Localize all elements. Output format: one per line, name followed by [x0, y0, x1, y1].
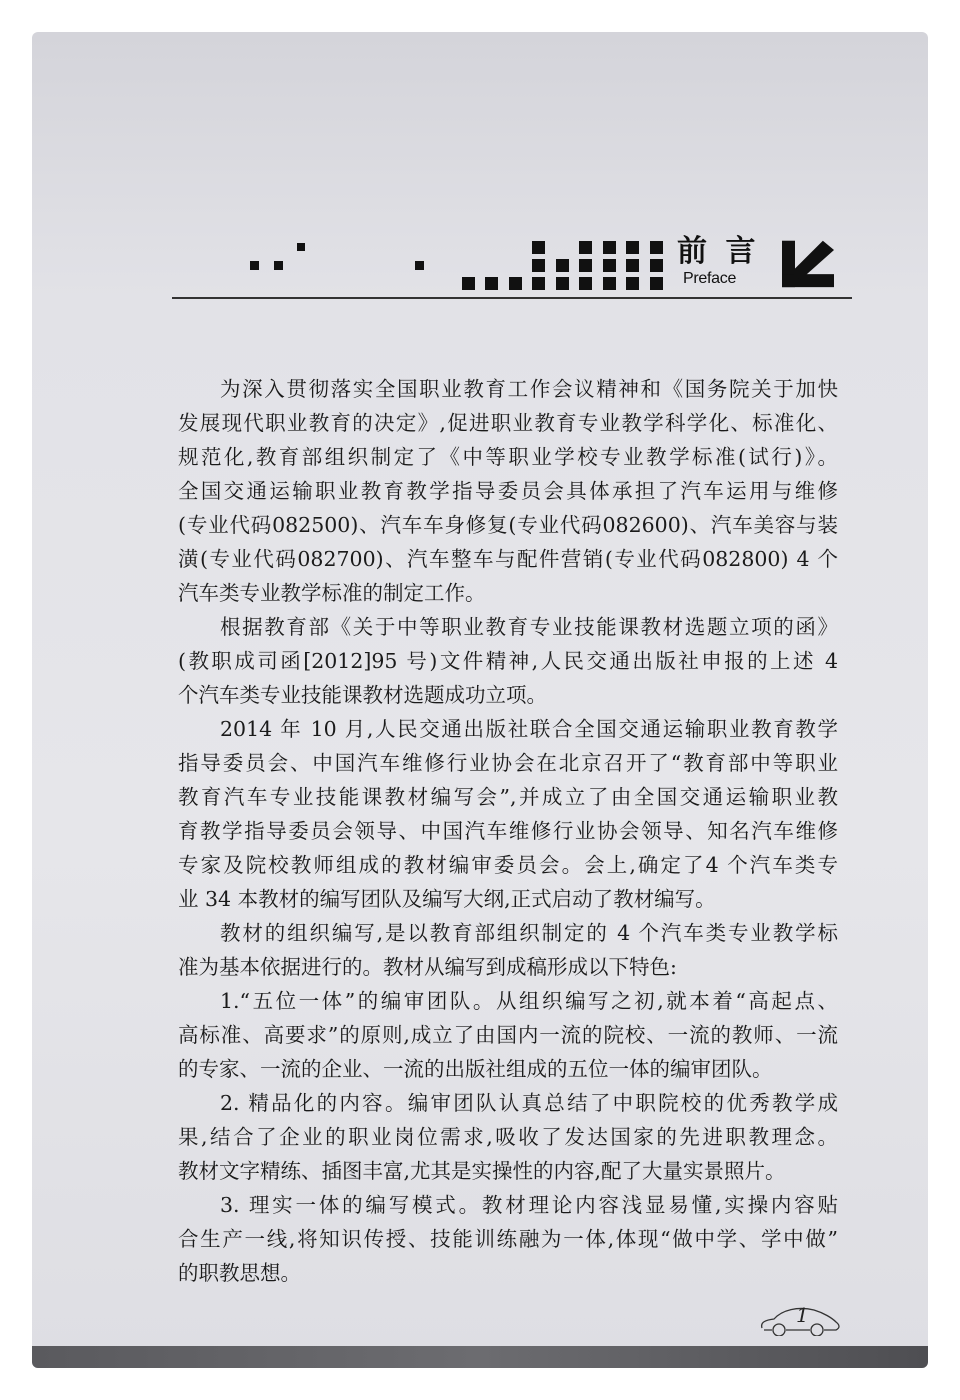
text-line: 教材的组织编写,是以教育部组织制定的 4 个汽车类专业教学标 — [220, 921, 838, 945]
decorative-square — [532, 241, 545, 254]
decorative-square — [415, 261, 424, 270]
decorative-square — [626, 259, 639, 272]
decorative-square — [603, 241, 616, 254]
decorative-square — [579, 277, 592, 290]
decorative-square — [626, 241, 639, 254]
page-number-badge — [758, 1300, 842, 1336]
text-line: 合生产一线,将知识传授、技能训练融为一体,体现“做中学、学中做” — [178, 1227, 838, 1251]
text-line: 全国交通运输职业教育教学指导委员会具体承担了汽车运用与维修 — [178, 479, 838, 503]
decorative-square — [650, 241, 663, 254]
text-line: 准为基本依据进行的。教材从编写到成稿形成以下特色: — [178, 955, 677, 979]
paragraph — [178, 372, 838, 610]
text-line: 业 34 本教材的编写团队及编写大纲,正式启动了教材编写。 — [178, 887, 716, 911]
text-line: 高标准、高要求”的原则,成立了由国内一流的院校、一流的教师、一流 — [178, 1023, 838, 1047]
text-line: 的专家、一流的企业、一流的出版社组成的五位一体的编审团队。 — [178, 1057, 773, 1081]
page-edge-shadow — [32, 1346, 928, 1368]
text-line: (专业代码082500)、汽车车身修复(专业代码082600)、汽车美容与装 — [178, 513, 838, 537]
decorative-square — [579, 259, 592, 272]
text-line: 规范化,教育部组织制定了《中等职业学校专业教学标准(试行)》。 — [178, 445, 838, 469]
paragraph — [178, 916, 838, 984]
paragraph — [178, 1188, 838, 1290]
text-line: 果,结合了企业的职业岗位需求,吸收了发达国家的先进职教理念。 — [178, 1125, 838, 1149]
decorative-square — [462, 277, 475, 290]
decorative-square — [556, 259, 569, 272]
decorative-square — [297, 243, 305, 251]
decorative-square — [250, 261, 259, 270]
text-line: 发展现代职业教育的决定》,促进职业教育专业教学科学化、标准化、 — [178, 411, 838, 435]
paragraph — [178, 610, 838, 712]
book-page — [32, 32, 928, 1368]
text-line: 2014 年 10 月,人民交通出版社联合全国交通运输职业教育教学 — [220, 717, 838, 741]
header-rule — [172, 297, 852, 299]
decorative-square — [650, 277, 663, 290]
decorative-square — [603, 259, 616, 272]
text-line: 个汽车类专业技能课教材选题成功立项。 — [178, 683, 547, 707]
text-line: 教材文字精练、插图丰富,尤其是实操性的内容,配了大量实景照片。 — [178, 1159, 786, 1183]
page-subtitle: Preface — [683, 270, 737, 287]
text-line: 的职教思想。 — [178, 1261, 301, 1285]
decorative-square — [650, 259, 663, 272]
decorative-square — [626, 277, 639, 290]
text-line: 教育汽车专业技能课教材编写会”,并成立了由全国交通运输职业教 — [178, 785, 838, 809]
arrow-down-left-icon — [782, 238, 834, 288]
paragraph — [178, 1086, 838, 1188]
text-line: 潢(专业代码082700)、汽车整车与配件营销(专业代码082800) 4 个 — [178, 547, 838, 571]
text-line: 指导委员会、中国汽车维修行业协会在北京召开了“教育部中等职业 — [178, 751, 838, 775]
text-line: 专家及院校教师组成的教材编审委员会。会上,确定了4 个汽车类专 — [178, 853, 838, 877]
preface-body — [178, 372, 838, 1290]
decorative-square — [509, 277, 522, 290]
text-line: 育教学指导委员会领导、中国汽车维修行业协会领导、知名汽车维修 — [178, 819, 838, 843]
page-number: 1 — [796, 1303, 809, 1327]
decorative-squares — [250, 240, 670, 294]
decorative-square — [532, 259, 545, 272]
text-line: 1.“五位一体”的编审团队。从组织编写之初,就本着“高起点、 — [220, 989, 838, 1013]
decorative-square — [603, 277, 616, 290]
text-line: 2. 精品化的内容。编审团队认真总结了中职院校的优秀教学成 — [220, 1091, 838, 1115]
decorative-square — [532, 277, 545, 290]
text-line: 根据教育部《关于中等职业教育专业技能课教材选题立项的函》 — [220, 615, 838, 639]
text-line: 汽车类专业教学标准的制定工作。 — [178, 581, 486, 605]
text-line: 为深入贯彻落实全国职业教育工作会议精神和《国务院关于加快 — [220, 377, 838, 401]
paragraph — [178, 984, 838, 1086]
decorative-square — [579, 241, 592, 254]
page-title: 前 言 — [677, 234, 760, 269]
text-line: (教职成司函[2012]95 号)文件精神,人民交通出版社申报的上述 4 — [178, 649, 838, 673]
decorative-square — [485, 277, 498, 290]
decorative-square — [556, 277, 569, 290]
decorative-square — [274, 261, 283, 270]
text-line: 3. 理实一体的编写模式。教材理论内容浅显易懂,实操内容贴 — [220, 1193, 838, 1217]
paragraph — [178, 712, 838, 916]
